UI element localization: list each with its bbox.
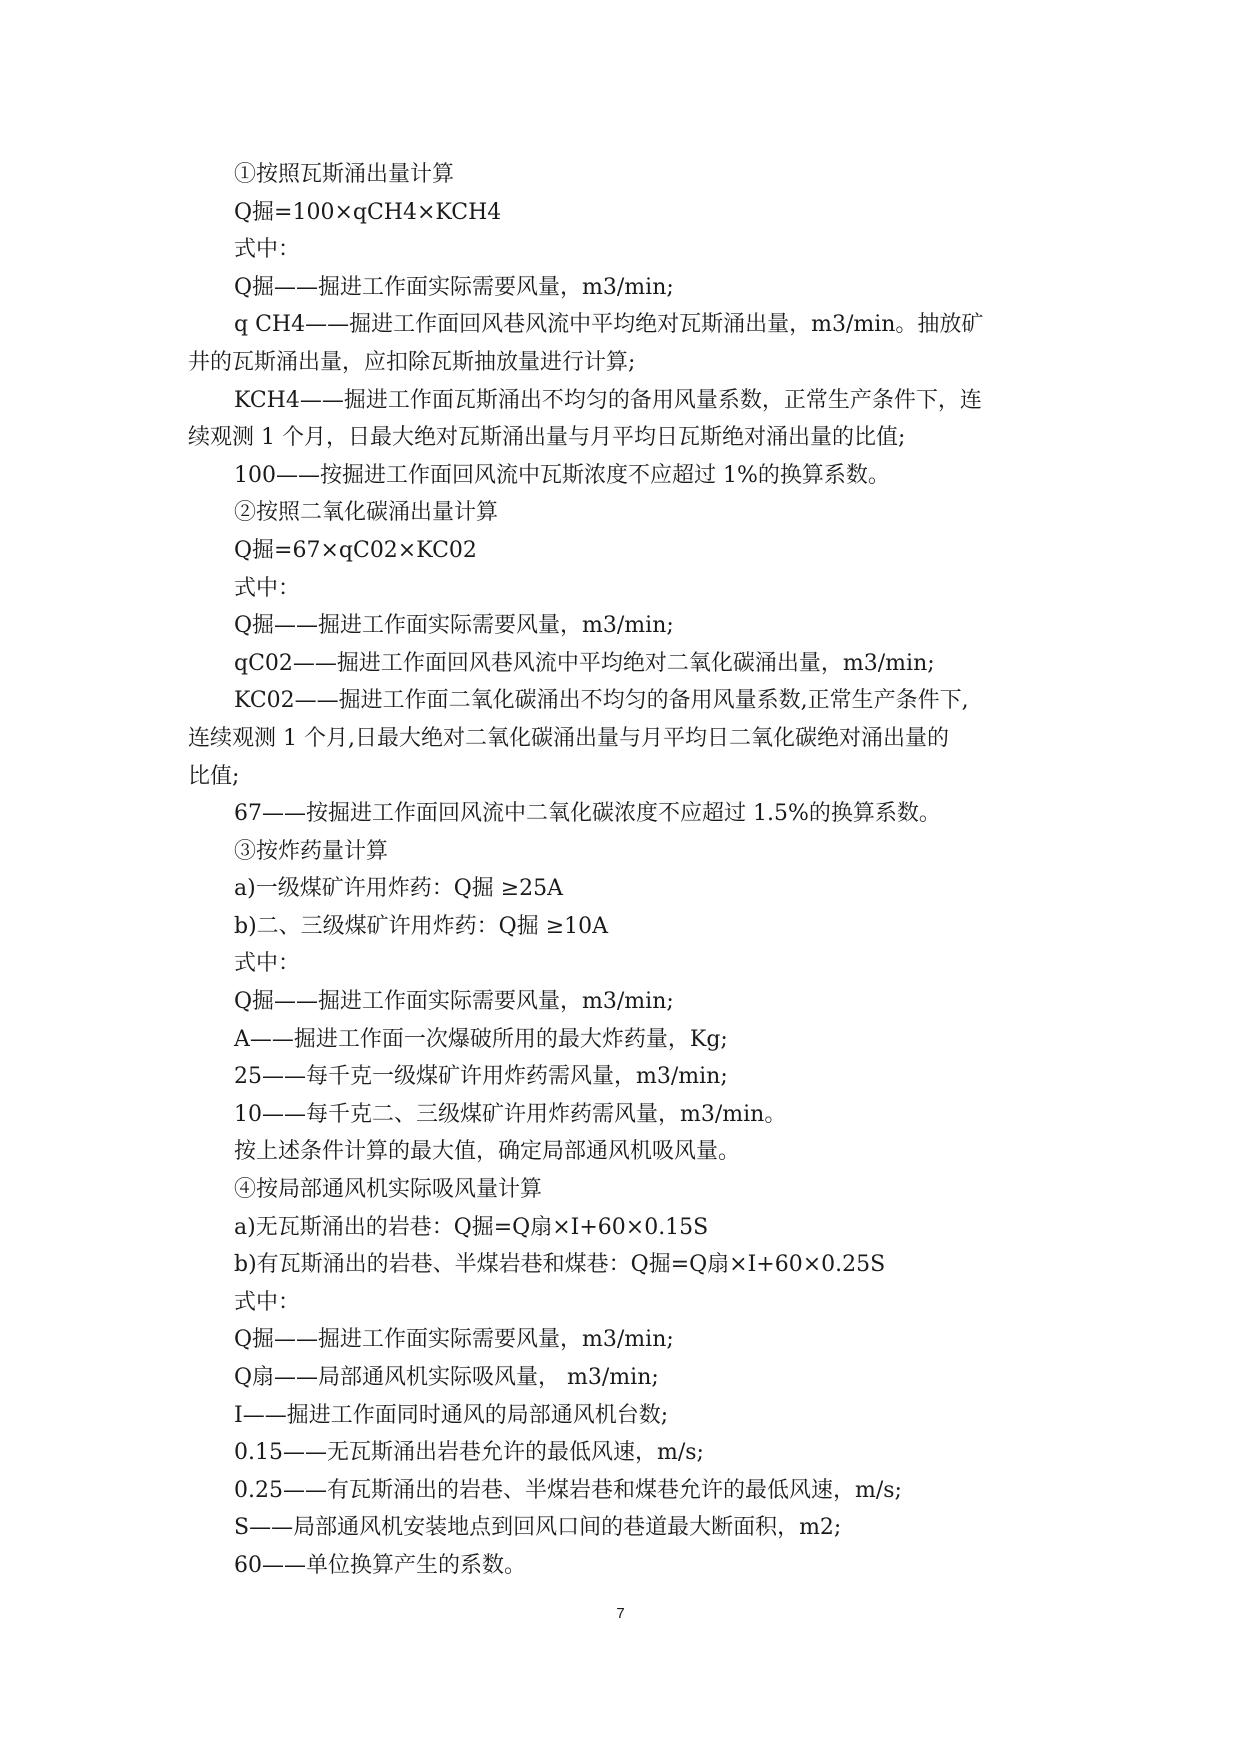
text-line: 0.25——有瓦斯涌出的岩巷、半煤岩巷和煤巷允许的最低风速，m/s; [234, 1477, 902, 1503]
page-number: 7 [616, 1605, 625, 1622]
text-line: Q掘=100×qCH4×KCH4 [234, 199, 502, 225]
text-line: S——局部通风机安装地点到回风口间的巷道最大断面积，m2; [234, 1515, 842, 1541]
text-line: Q掘——掘进工作面实际需要风量，m3/min; [234, 274, 674, 300]
text-line: Q掘——掘进工作面实际需要风量，m3/min; [234, 989, 674, 1015]
text-line: Q掘——掘进工作面实际需要风量，m3/min; [234, 1327, 674, 1353]
text-line: 连续观测 1 个月,日最大绝对二氧化碳涌出量与月平均日二氧化碳绝对涌出量的 [188, 725, 949, 751]
text-line: 式中： [234, 951, 301, 977]
document-body [0, 156, 1241, 1585]
text-line: KCH4——掘进工作面瓦斯涌出不均匀的备用风量系数，正常生产条件下，连 [234, 387, 982, 413]
text-line: a)一级煤矿许用炸药：Q掘 ≥25A [234, 876, 564, 902]
text-line: 井的瓦斯涌出量，应扣除瓦斯抽放量进行计算; [188, 349, 636, 375]
text-line: q CH4——掘进工作面回风巷风流中平均绝对瓦斯涌出量，m3/min。抽放矿 [234, 312, 984, 338]
text-line: Q掘=67×qC02×KC02 [234, 537, 477, 563]
text-line: 式中： [234, 1289, 301, 1315]
text-line: 式中： [234, 575, 301, 601]
text-line: qC02——掘进工作面回风巷风流中平均绝对二氧化碳涌出量，m3/min; [234, 650, 935, 676]
text-line: 按上述条件计算的最大值，确定局部通风机吸风量。 [234, 1139, 741, 1165]
text-line: Q扇——局部通风机实际吸风量， m3/min; [234, 1365, 659, 1390]
text-line: ③按炸药量计算 [234, 838, 389, 864]
text-line: 式中： [234, 237, 301, 263]
text-line: 100——按掘进工作面回风流中瓦斯浓度不应超过 1%的换算系数。 [234, 462, 890, 488]
text-line: 67——按掘进工作面回风流中二氧化碳浓度不应超过 1.5%的换算系数。 [234, 801, 941, 827]
text-line: 0.15——无瓦斯涌出岩巷允许的最低风速，m/s; [234, 1440, 704, 1466]
text-line: 续观测 1 个月，日最大绝对瓦斯涌出量与月平均日瓦斯绝对涌出量的比值; [188, 425, 906, 451]
text-line: KC02——掘进工作面二氧化碳涌出不均匀的备用风量系数,正常生产条件下, [234, 688, 969, 714]
text-line: Q掘——掘进工作面实际需要风量，m3/min; [234, 613, 674, 639]
text-line: ①按照瓦斯涌出量计算 [234, 162, 455, 187]
text-line: 比值; [188, 763, 240, 789]
text-line: 25——每千克一级煤矿许用炸药需风量，m3/min; [234, 1064, 728, 1090]
text-line: 60——单位换算产生的系数。 [234, 1552, 526, 1578]
text-line: A——掘进工作面一次爆破所用的最大炸药量，Kg; [234, 1026, 728, 1052]
text-line: I——掘进工作面同时通风的局部通风机台数; [234, 1402, 669, 1428]
text-line: 10——每千克二、三级煤矿许用炸药需风量，m3/min。 [234, 1101, 787, 1127]
text-line: a)无瓦斯涌出的岩巷：Q掘=Q扇×I+60×0.15S [234, 1214, 709, 1240]
text-line: ④按局部通风机实际吸风量计算 [234, 1177, 543, 1203]
text-line: ②按照二氧化碳涌出量计算 [234, 500, 499, 526]
text-line: b)二、三级煤矿许用炸药：Q掘 ≥10A [234, 913, 609, 939]
text-line: b)有瓦斯涌出的岩巷、半煤岩巷和煤巷：Q掘=Q扇×I+60×0.25S [234, 1252, 886, 1278]
